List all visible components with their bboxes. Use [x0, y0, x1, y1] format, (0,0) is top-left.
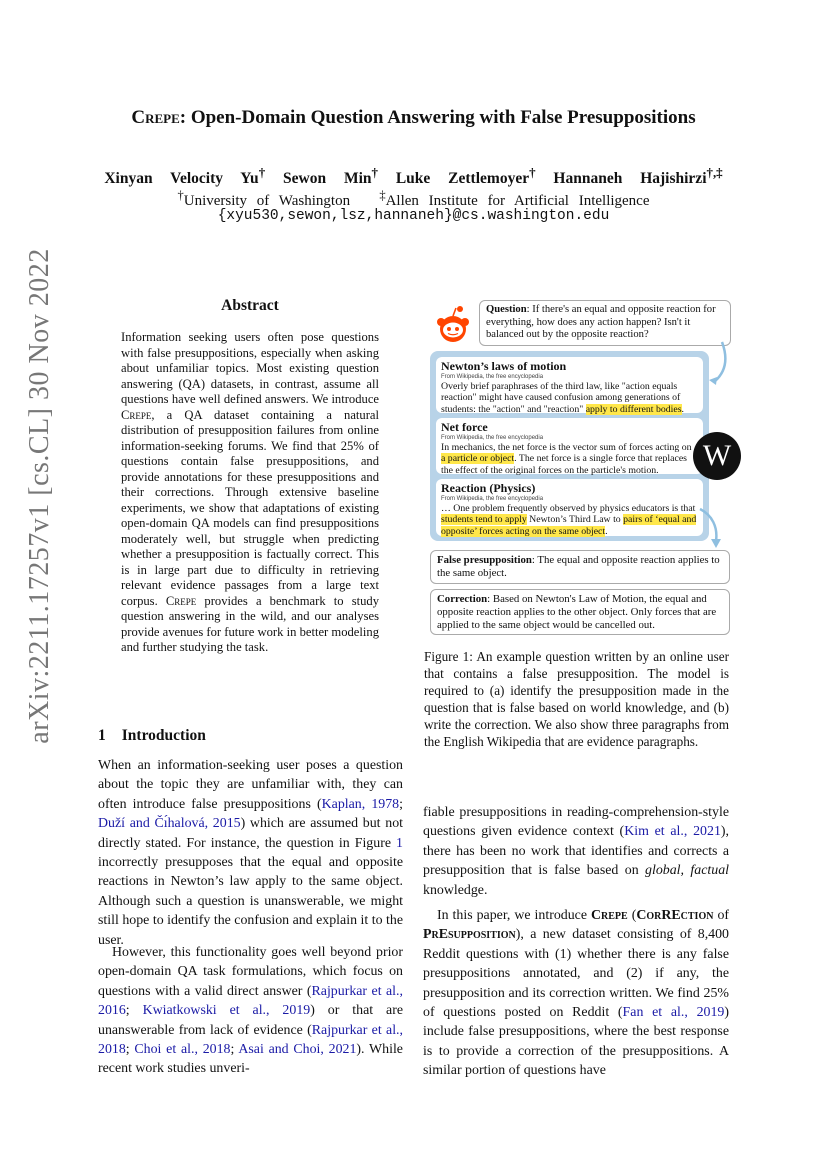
- wiki-card-title: Net force: [441, 420, 488, 434]
- body-text: ), a new dataset consisting of 8,400 Reddit questions with (1) whether there is any false presuppositions annotated, and (2) if any, the presupposition and its correction written. We find 25% of questions posted on Reddit (: [423, 927, 729, 1021]
- body-text: When an information-seeking user poses a question about the topic they are unfamiliar with, they can often introduce false presuppositions (: [98, 758, 403, 812]
- affil-mark: ‡: [379, 188, 386, 202]
- body-text: ) include false presuppositions, where the best response is to provide a correction of the presuppositions. A similar portion of questions have: [423, 1005, 730, 1079]
- citation-link[interactable]: 1: [396, 835, 403, 851]
- emphasis-text: global, factual: [645, 863, 729, 879]
- acronym-text: PrEsupposition: [423, 927, 516, 943]
- arxiv-stamp: arXiv:2211.17257v1 [cs.CL] 30 Nov 2022: [24, 248, 55, 744]
- body-text: (: [627, 908, 637, 923]
- citation-link[interactable]: Kaplan, 1978: [321, 796, 400, 812]
- wiki-card: [436, 479, 703, 536]
- body-text: ) which are assumed but not directly stated. For instance, the question in Figure: [98, 816, 403, 851]
- false-label: False presupposition: [437, 554, 532, 566]
- abstract-text: provides a benchmark to study question answering in the wild, and our analyses provide avenues for future work in better modeling and further studying the task.: [121, 593, 379, 654]
- body-text: knowledge.: [423, 882, 488, 898]
- paper-title: [0, 107, 827, 129]
- intro-paragraph-4: [423, 906, 729, 1081]
- question-label: Question: [486, 304, 527, 315]
- wiki-card: [436, 357, 703, 413]
- body-text: ;: [125, 1042, 135, 1058]
- wiki-source-line: From Wikipedia, the free encyclopedia: [441, 374, 544, 380]
- section-number: 1: [98, 727, 106, 744]
- acronym-text: Crepe: [591, 908, 628, 923]
- abstract-acronym: Crepe: [121, 407, 152, 422]
- wiki-card: [436, 418, 703, 474]
- body-text: However, this functionality goes well beyond prior open-domain QA task formulations, which focus on questions with a valid direct answer (: [98, 945, 403, 999]
- intro-paragraph-2: [98, 943, 403, 1079]
- wiki-card-title: Newton’s laws of motion: [441, 359, 567, 373]
- wiki-source-line: From Wikipedia, the free encyclopedia: [441, 496, 544, 502]
- abstract-acronym: Crepe: [165, 593, 197, 608]
- affil-name: Allen Institute for Artificial Intelligence: [385, 193, 650, 209]
- wiki-card-text: … One problem frequently observed by physics educators is that students tend to apply Newton’s Third Law to pairs of ‘equal and opposite’ forces acting on the same object.: [441, 503, 697, 537]
- wiki-card-text: In mechanics, the net force is the vector sum of forces acting on a particle or object. The net force is a single force that replaces the effect of the original forces on the particle's motion.: [441, 442, 692, 476]
- affiliations: [0, 188, 827, 210]
- body-text: ;: [230, 1042, 239, 1058]
- body-text: incorrectly presupposes that the equal and opposite reactions in Newton’s law apply to the same object. Although such a question is unanswerable, we might still hope to identify the confusion and explain it to the user.: [98, 855, 403, 948]
- title-rest: : Open-Domain Question Answering with False Presuppositions: [179, 107, 696, 128]
- question-box: [479, 300, 731, 346]
- citation-link[interactable]: Kim et al., 2021: [624, 824, 721, 840]
- author-mark: †: [371, 165, 378, 180]
- affil-name: University of Washington: [183, 193, 351, 209]
- false-presupposition-box: [430, 550, 730, 584]
- author-mark: †,‡: [706, 165, 723, 180]
- correction-box: [430, 589, 730, 635]
- author-name: Hannaneh Hajishirzi: [553, 170, 707, 188]
- body-text: fiable presuppositions in reading-comprehension-style questions given evidence context (: [423, 805, 729, 840]
- citation-link[interactable]: Fan et al., 2019: [622, 1005, 725, 1021]
- body-text: ;: [125, 1003, 143, 1019]
- author-mark: †: [258, 165, 266, 180]
- affil-mark: †: [177, 188, 184, 202]
- author-emails[interactable]: {xyu530,sewon,lsz,hannaneh}@cs.washington.edu: [217, 208, 610, 224]
- citation-link[interactable]: Rajpurkar et al., 2016: [98, 983, 403, 1019]
- correction-label: Correction: [437, 593, 488, 605]
- author-name: Luke Zettlemoyer: [395, 170, 530, 188]
- false-text: : The equal and opposite reaction applies to the same object.: [437, 554, 720, 579]
- abstract-text: Information seeking users often pose questions with false presuppositions, especially when asking about unfamiliar topics. Most existing question answering (QA) datasets, in contrast, assume all questions have well defined answers. We introduce: [121, 330, 379, 406]
- body-text: of: [713, 908, 730, 923]
- citation-link[interactable]: Rajpurkar et al., 2018: [98, 1022, 404, 1058]
- abstract-text: , a QA dataset containing a natural distribution of presupposition failures from online information-seeking forums. We find that 25% of questions contain false presuppositions, and provide annotations for these presuppositions and their corrections. Through extensive baseline experiments, we show that adaptations of existing open-domain QA models can find presuppositions moderately well, but struggle when predicting whether a presupposition is factually correct. This is in large part due to difficulty in retrieving relevant evidence passages from a large text corpus.: [121, 407, 379, 608]
- correction-text: : Based on Newton's Law of Motion, the equal and opposite reaction applies to the other object. Only forces that are applied to the same object would be cancelled out.: [437, 593, 717, 631]
- body-text: ). While recent work studies unveri-: [98, 1042, 403, 1077]
- author-list: [0, 165, 827, 188]
- wikipedia-evidence-panel: [430, 351, 709, 541]
- wiki-card-title: Reaction (Physics): [441, 481, 536, 495]
- abstract-body: [121, 330, 379, 656]
- citation-link[interactable]: Choi et al., 2018: [134, 1042, 231, 1058]
- body-text: ), there has been no work that identifies and corrects a presupposition that is false based on: [423, 824, 729, 879]
- intro-paragraph-3: [423, 803, 729, 900]
- arrow-icon: [696, 505, 726, 551]
- author-name: Sewon Min: [283, 170, 372, 188]
- reddit-logo-icon: [433, 305, 473, 345]
- body-text: ;: [399, 796, 403, 812]
- body-text: In this paper, we introduce: [437, 908, 591, 923]
- wiki-source-line: From Wikipedia, the free encyclopedia: [441, 435, 544, 441]
- section-title: Introduction: [121, 727, 206, 744]
- title-acronym: Crepe: [131, 107, 180, 128]
- acronym-text: CorREction: [636, 908, 714, 923]
- wiki-card-text: Overly brief paraphrases of the third law, like "action equals reaction" might have caused confusion among generations of students: the "action" and "reaction" apply to different bodies.: [441, 381, 684, 415]
- intro-paragraph-1: [98, 756, 403, 950]
- wikipedia-logo-icon: W: [693, 432, 741, 480]
- body-text: ) or that are unanswerable from lack of evidence (: [98, 1003, 403, 1038]
- citation-link[interactable]: Kwiatkowski et al., 2019: [142, 1003, 311, 1019]
- author-mark: †: [529, 165, 536, 180]
- abstract-heading: Abstract: [221, 297, 279, 314]
- question-text: : If there's an equal and opposite reaction for everything, how does any action happen? Isn't it balanced out by the opposite reaction?: [486, 304, 716, 340]
- section-heading: [98, 727, 206, 745]
- figure-caption: Figure 1: An example question written by an online user that contains a false presupposition. The model is required to (a) identify the presupposition made in the question that is false based on world knowledge, and (b) write the correction. We also show three paragraphs from the English Wikipedia that are evidence paragraphs.: [424, 649, 729, 749]
- citation-link[interactable]: Asai and Choi, 2021: [238, 1042, 357, 1058]
- author-name: Xinyan Velocity Yu: [104, 170, 259, 188]
- citation-link[interactable]: Duží and Čı́halová, 2015: [98, 816, 241, 832]
